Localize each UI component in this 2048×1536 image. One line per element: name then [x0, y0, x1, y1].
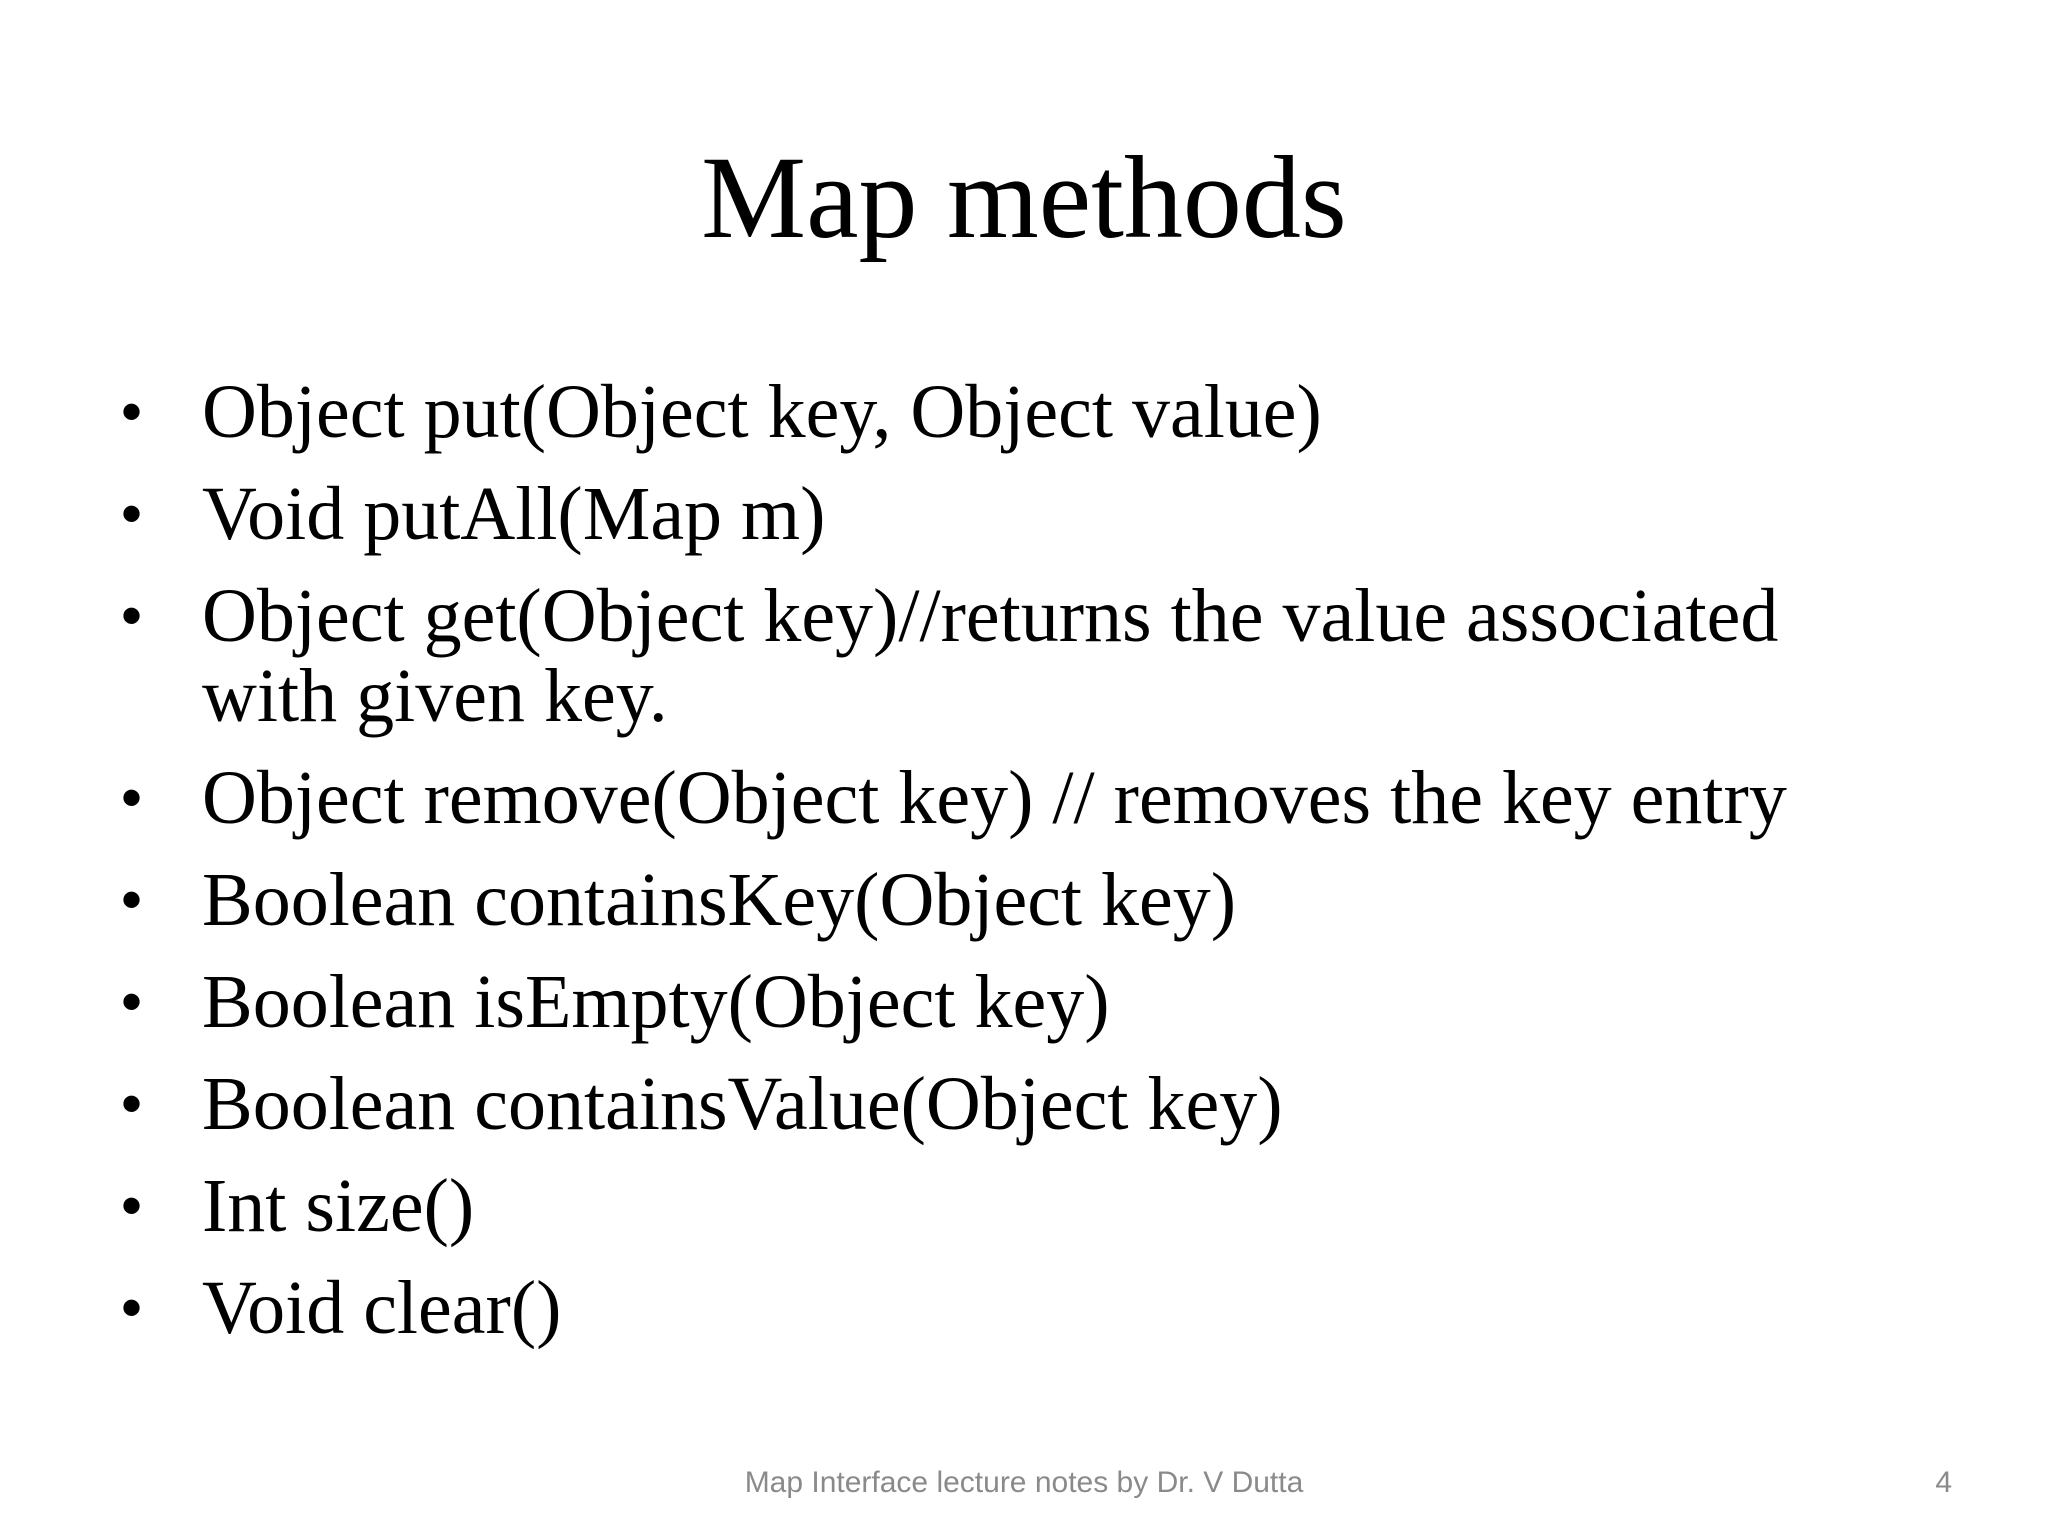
bullet-icon: • [121, 378, 143, 445]
bullet-list [0, 372, 2048, 1370]
page-number: 4 [1935, 1466, 1952, 1499]
bullet-item [0, 1268, 2048, 1348]
bullet-icon: • [121, 1274, 143, 1341]
bullet-text: Int size() [202, 1164, 475, 1248]
slide-title: Map methods [701, 132, 1347, 263]
bullet-icon: • [121, 582, 143, 649]
bullet-text: Boolean isEmpty(Object key) [202, 960, 1110, 1044]
bullet-icon: • [121, 480, 143, 547]
bullet-icon: • [121, 1070, 143, 1137]
bullet-item [0, 758, 2048, 838]
bullet-text: Object get(Object key)//returns the value associated with given key. [202, 574, 1779, 738]
bullet-item [0, 962, 2048, 1042]
bullet-item [0, 860, 2048, 940]
bullet-text: Void putAll(Map m) [202, 472, 826, 556]
bullet-item [0, 576, 2048, 736]
bullet-text: Object remove(Object key) // removes the key entry [202, 756, 1787, 840]
bullet-icon: • [121, 866, 143, 933]
bullet-icon: • [121, 968, 143, 1035]
bullet-icon: • [121, 1172, 143, 1239]
bullet-item [0, 474, 2048, 554]
slide-footer: Map Interface lecture notes by Dr. V Dutta [744, 1466, 1304, 1499]
bullet-item [0, 372, 2048, 452]
bullet-text: Boolean containsKey(Object key) [202, 858, 1237, 942]
bullet-text: Boolean containsValue(Object key) [202, 1062, 1283, 1146]
bullet-icon: • [121, 764, 143, 831]
bullet-text: Object put(Object key, Object value) [202, 370, 1322, 454]
bullet-item [0, 1064, 2048, 1144]
bullet-text: Void clear() [202, 1266, 562, 1350]
bullet-item [0, 1166, 2048, 1246]
